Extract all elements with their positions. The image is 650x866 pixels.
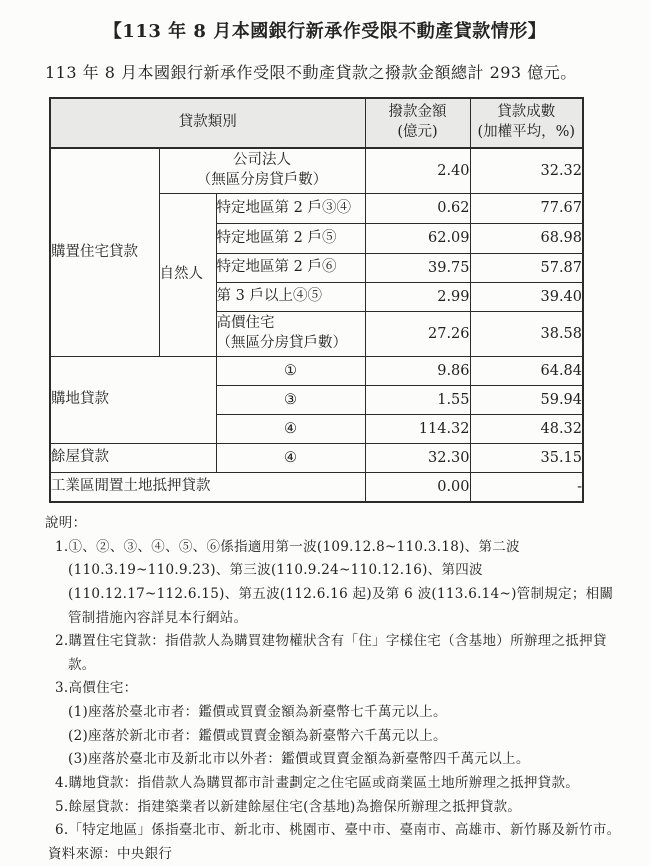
- cell-wave-label: ④: [216, 414, 365, 443]
- note-line-2: 2.購置住宅貸款：指借款人為購買建物權狀含有「住」字樣住宅（含基地）所辦理之抵押貸款。: [55, 633, 607, 673]
- cell-ratio: -: [470, 472, 583, 502]
- cell-high-price-label: [216, 311, 365, 356]
- header-loan-category: 貸款類別: [50, 98, 365, 148]
- cell-ratio: 57.87: [470, 253, 583, 282]
- note-line-6: 6.「特定地區」係指臺北市、新北市、桃園市、臺中市、臺南市、高雄市、新竹縣及新竹市。: [55, 822, 621, 839]
- high-price-label-line1: 高價住宅: [216, 314, 275, 331]
- header-amount-line2: (億元): [397, 124, 438, 140]
- cell-corporate-label: [159, 148, 365, 193]
- table-header-row: [50, 98, 583, 148]
- note-line-5: 5.餘屋貸款：指建築業者以新建餘屋住宅(含基地)為擔保所辦理之抵押貸款。: [55, 798, 522, 815]
- cell-ratio: 64.84: [470, 356, 583, 385]
- notes-heading: 說明：: [45, 515, 87, 531]
- notes-section: [45, 512, 626, 843]
- table-row-corporate: [50, 148, 583, 193]
- cell-wave-label: ③: [216, 385, 365, 414]
- note-line-1: 1.①、②、③、④、⑤、⑥係指適用第一波(109.12.8~110.3.18)、第二波(110.3.19~110.9.23)、第三波(110.9.24~110.12.16)、第四波(110.12.17~112.6.15)、第五波(112.6.16 起)及第 6 波(113.6.14~)管制規定；相關管制措施內容詳見本行網站。: [55, 538, 614, 626]
- cell-group-land-loan: 購地貸款: [50, 356, 216, 443]
- cell-wave-label: ①: [216, 356, 365, 385]
- note-line-3: 3.高價住宅：: [55, 680, 138, 697]
- cell-amount: 1.55: [365, 385, 470, 414]
- cell-amount: 0.62: [365, 193, 470, 223]
- cell-amount: 0.00: [365, 472, 470, 502]
- high-price-label-line2: （無區分房貸戶數）: [216, 334, 347, 351]
- page-title: 【113 年 8 月本國銀行新承作受限不動產貸款情形】: [103, 21, 547, 42]
- table-row-land-1: [50, 356, 583, 385]
- header-amount-line1: 撥款金額: [388, 104, 447, 121]
- cell-amount: 27.26: [365, 311, 470, 356]
- note-line-3-sub-3: (3)座落於臺北市及新北市以外者：鑑價或買賣金額為新臺幣四千萬元以上。: [68, 751, 530, 768]
- header-ratio-line2: (加權平均，%): [477, 124, 576, 140]
- page-subtitle: 113 年 8 月本國銀行新承作受限不動產貸款之撥款金額總計 293 億元。: [45, 63, 577, 82]
- cell-amount: 9.86: [365, 356, 470, 385]
- source-line: 資料來源：中央銀行: [48, 845, 173, 862]
- cell-ratio: 77.67: [470, 193, 583, 223]
- corporate-label-line2: （無區分房貸戶數）: [196, 171, 328, 188]
- cell-industrial-land-label: 工業區閒置土地抵押貸款: [50, 472, 365, 502]
- cell-natural-person: 自然人: [159, 193, 216, 356]
- cell-row-label: 特定地區第 2 戶③④: [216, 193, 365, 223]
- cell-ratio: 48.32: [470, 414, 583, 443]
- table-row-remaining-house: [50, 443, 583, 472]
- cell-ratio: 59.94: [470, 385, 583, 414]
- cell-group-purchase-home: 購置住宅貸款: [50, 148, 159, 356]
- corporate-label-line1: 公司法人: [233, 152, 291, 169]
- cell-wave-label: ④: [216, 443, 365, 472]
- cell-row-label: 特定地區第 2 戶⑤: [216, 223, 365, 253]
- cell-remaining-house-label: 餘屋貸款: [50, 443, 216, 472]
- cell-row-label: 第 3 戶以上④⑤: [216, 282, 365, 311]
- cell-ratio: 68.98: [470, 223, 583, 253]
- cell-ratio: 38.58: [470, 311, 583, 356]
- table-row-industrial-land: [50, 472, 583, 502]
- header-ratio: [470, 98, 583, 148]
- header-ratio-line1: 貸款成數: [497, 104, 556, 121]
- cell-amount: 114.32: [365, 414, 470, 443]
- cell-ratio: 39.40: [470, 282, 583, 311]
- header-amount: [365, 98, 470, 148]
- cell-amount: 32.30: [365, 443, 470, 472]
- cell-amount: 62.09: [365, 223, 470, 253]
- cell-ratio: 35.15: [470, 443, 583, 472]
- cell-corporate-amount: 2.40: [365, 148, 470, 193]
- loan-table: [49, 97, 584, 503]
- cell-corporate-ratio: 32.32: [470, 148, 583, 193]
- note-line-4: 4.購地貸款：指借款人為購買都市計畫劃定之住宅區或商業區土地所辦理之抵押貸款。: [55, 774, 580, 791]
- note-line-3-sub-2: (2)座落於新北市者：鑑價或買賣金額為新臺幣六千萬元以上。: [68, 727, 447, 744]
- cell-amount: 39.75: [365, 253, 470, 282]
- cell-amount: 2.99: [365, 282, 470, 311]
- note-line-3-sub-1: (1)座落於臺北市者：鑑價或買賣金額為新臺幣七千萬元以上。: [68, 704, 447, 720]
- cell-row-label: 特定地區第 2 戶⑥: [216, 253, 365, 282]
